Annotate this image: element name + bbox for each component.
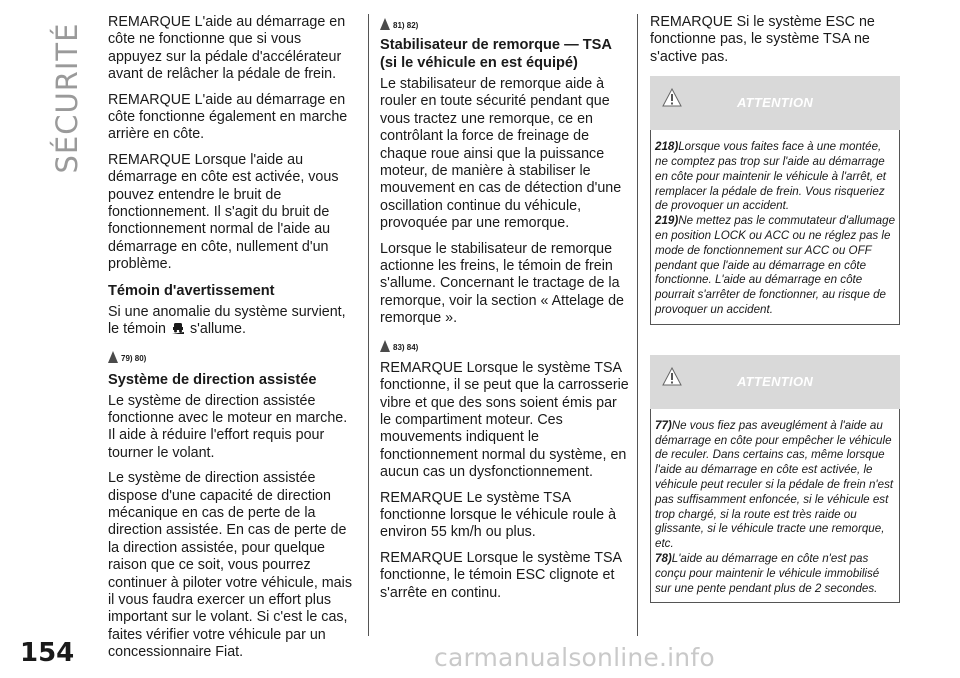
reference-pointer-icon: [380, 340, 390, 352]
reference-marker: [380, 14, 630, 30]
temoin-text-b: s'allume.: [189, 321, 246, 338]
reference-pointer-icon: [380, 18, 390, 30]
remarque-paragraph: REMARQUE Lorsque l'aide au démarrage en côte est activée, vous pouvez entendre le bruit de fonctionnement. Il s'agit du bruit de fonctionnement normal de l'aide au démarrage en côte, nullement d'un problème.: [108, 151, 339, 273]
hill-start-warning-icon: [172, 321, 184, 334]
reference-marker: [108, 347, 358, 363]
warning-item: [655, 140, 896, 214]
remarque-paragraph: REMARQUE Le système TSA fonctionne lorsque le véhicule roule à environ 55 km/h ou plus.: [380, 489, 617, 541]
warning-item: [655, 419, 896, 552]
warning-item-text: Lorsque vous faites face à une montée, ne comptez pas trop sur l'aide au démarrage en côte pour maintenir le véhicule à l'arrêt, et remplacer la pédale de frein. Vous risqueriez de provoquer un accident.: [655, 140, 886, 213]
column-1: [108, 14, 358, 670]
reference-numbers: 79) 80): [121, 353, 147, 363]
warning-item-text: Ne mettez pas le commutateur d'allumage en position LOCK ou ACC ou ne réglez pas le mode de fonctionnement sur ACC ou OFF pendant que l'aide au démarrage en côte fonctionne. L'aide au démarrage en côte pourrait s'arrêter de fonctionner, au risque de provoquer un accident.: [655, 214, 896, 316]
reference-numbers: 81) 82): [393, 21, 419, 30]
section-label: [48, 20, 88, 180]
heading-temoin: Témoin d'avertissement: [108, 282, 275, 299]
warning-header: [650, 355, 900, 409]
warning-body: [650, 130, 900, 325]
column-divider: [368, 14, 369, 636]
warning-title: ATTENTION: [736, 95, 814, 111]
reference-marker: [380, 336, 630, 352]
heading-direction: Système de direction assistée: [108, 371, 317, 388]
warning-box-1: [650, 76, 900, 325]
remarque-paragraph: REMARQUE Lorsque le système TSA fonctionne, il se peut que la carrosserie vibre et que des sons soient émis par le compartiment moteur. Ces mouvements indiquent le fonctionnement normal du système, en aucun cas un dysfonctionnement.: [380, 359, 629, 481]
warning-box-2: [650, 355, 900, 604]
warning-item-number: 77): [655, 418, 672, 432]
warning-item-number: 219): [655, 214, 679, 228]
direction-paragraph: Le système de direction assistée dispose d'une capacité de direction mécanique en cas de perte de la direction assistée. En cas de perte de la direction assistée, pour quelque raison que ce soit, vous pourrez continuer à piloter votre véhicule, mais il vous faudra exercer un effort plus important sur le volant. Si c'est le cas, faites vérifier votre véhicule par un concessionnaire Fiat.: [108, 470, 352, 661]
heading-tsa: Stabilisateur de remorque — TSA (si le véhicule en est équipé): [380, 37, 612, 71]
tsa-paragraph: Lorsque le stabilisateur de remorque actionne les freins, le témoin de frein s'allume. Concernant le tractage de la remorque, voir la section « Attelage de remorque ».: [380, 240, 624, 327]
column-3: [650, 14, 900, 603]
tsa-paragraph: Le stabilisateur de remorque aide à rouler en toute sécurité pendant que vous tractez une remorque, ce en contrôlant la force de freinage de chaque roue ainsi que la puissance moteur, de manière à stabiliser le mouvement en cas de détection d'une oscillation continue du véhicule, provoquée par une remorque.: [380, 76, 622, 232]
warning-item-number: 218): [655, 140, 679, 154]
warning-item: [655, 552, 896, 596]
warning-title: ATTENTION: [736, 373, 814, 389]
warning-body: [650, 409, 900, 604]
warning-header: [650, 76, 900, 130]
page-number: 154: [20, 638, 75, 668]
column-divider: [637, 14, 638, 636]
warning-item-text: Ne vous fiez pas aveuglément à l'aide au démarrage en côte pour empêcher le véhicule de reculer. Dans certains cas, même lorsque l'aide au démarrage en côte est activée, le véhicule peut reculer si la pédale de frein n'est pas suffisamment enfoncée, si le véhicule est trop chargé, si la route est très raide ou glissante, si le véhicule tracte une remorque, etc.: [655, 418, 894, 551]
warning-item: [655, 214, 896, 318]
remarque-paragraph: REMARQUE L'aide au démarrage en côte ne fonctionne que si vous appuyez sur la pédale d'accélérateur avant de relâcher la pédale de frein.: [108, 14, 346, 83]
column-2: [380, 14, 630, 610]
warning-item-number: 78): [655, 551, 672, 565]
temoin-text-a: Si une anomalie du système survient, le témoin: [108, 303, 346, 338]
watermark: carmanualsonline.info: [434, 643, 715, 672]
temoin-paragraph: [108, 304, 358, 339]
direction-paragraph: Le système de direction assistée fonctionne avec le moteur en marche. Il aide à réduire l'effort requis pour tourner le volant.: [108, 392, 348, 461]
reference-pointer-icon: [108, 351, 118, 363]
section-label-text: SÉCURITÉ: [50, 22, 84, 174]
warning-item-text: L'aide au démarrage en côte n'est pas conçu pour maintenir le véhicule immobilisé sur une pente pendant plus de 2 secondes.: [655, 551, 880, 595]
reference-numbers: 83) 84): [393, 342, 419, 352]
remarque-paragraph: REMARQUE Si le système ESC ne fonctionne pas, le système TSA ne s'active pas.: [650, 14, 875, 65]
remarque-paragraph: REMARQUE Lorsque le système TSA fonctionne, le témoin ESC clignote et s'arrête en continu.: [380, 549, 622, 601]
remarque-paragraph: REMARQUE L'aide au démarrage en côte fonctionne également en marche arrière en côte.: [108, 91, 348, 143]
